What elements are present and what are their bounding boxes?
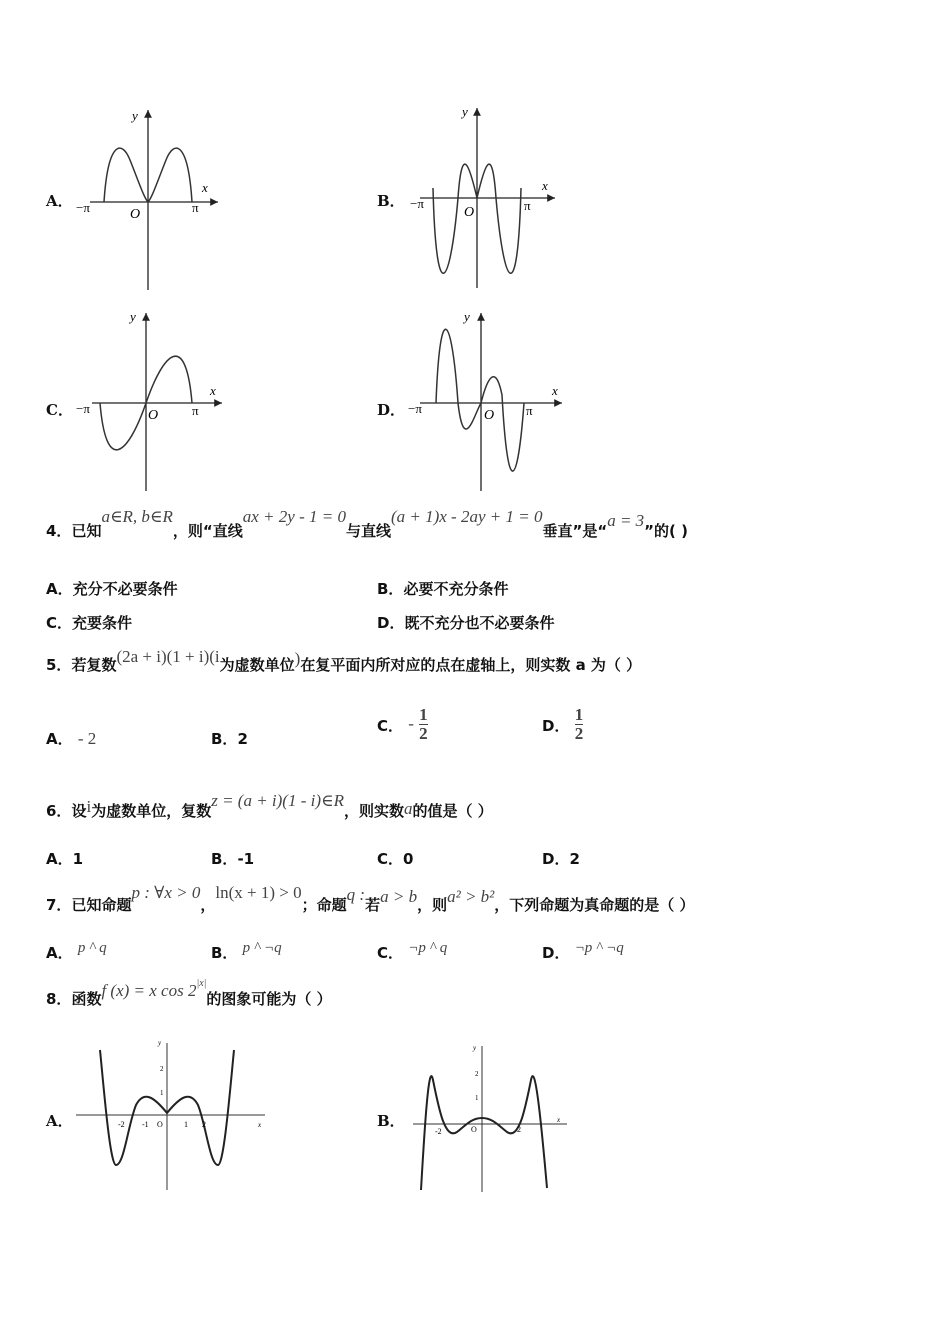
q5-text-1: 若复数 <box>71 656 117 674</box>
q5-math-2: ) <box>294 649 301 668</box>
q8-number: 8． <box>46 990 72 1008</box>
q8-text-1: 函数 <box>71 990 102 1008</box>
q3c-origin: O <box>148 408 159 423</box>
q3-option-b-label: B． <box>377 192 405 210</box>
q4-option-a: A．充分不必要条件 <box>46 580 178 598</box>
q8b-x-label: x <box>557 1116 561 1124</box>
q5-text-2: 为虚数单位 <box>219 656 295 674</box>
q4-text-1: 已知 <box>71 522 102 540</box>
q7-text-4: 若 <box>365 896 381 914</box>
q8a-tick-origin: O <box>157 1120 163 1129</box>
q3a-origin: O <box>130 207 141 222</box>
q3-option-a-graph <box>70 100 230 295</box>
q8b-tick-neg2: -2 <box>435 1127 442 1136</box>
q7-option-c: C． ¬p ^ q <box>377 940 448 962</box>
q8-stem <box>46 978 332 1009</box>
q3a-pi: π <box>192 200 199 215</box>
q6-text-3: ，则实数 <box>343 802 404 820</box>
q7-stem <box>46 883 695 915</box>
q6-text-1: 设 <box>71 802 87 820</box>
q4-text-4: 垂直”是“ <box>542 522 608 540</box>
q3a-y-label: y <box>132 108 138 123</box>
q3-option-d-graph <box>400 305 575 495</box>
q3d-origin: O <box>484 408 495 423</box>
q6-text-4: 的值是（ ） <box>412 802 493 820</box>
q8-option-b-label: B． <box>377 1112 405 1130</box>
q3a-x-label: x <box>202 180 208 195</box>
q4-stem <box>46 507 688 541</box>
q6-stem <box>46 791 493 821</box>
q7-option-a: A． p ^ q <box>46 940 107 962</box>
q5-math-1: (2a + i)(1 + i)(i <box>116 647 220 666</box>
q8a-x-label: x <box>258 1121 262 1129</box>
q8b-tick-2: 2 <box>517 1125 521 1134</box>
q8b-ytick-1: 1 <box>475 1094 479 1102</box>
q3a-neg-pi: −π <box>76 200 90 215</box>
q3c-neg-pi: −π <box>76 401 90 416</box>
q3b-y-label: y <box>462 104 468 119</box>
q5-option-a: A． - 2 <box>46 729 97 748</box>
q8a-tick-2: 2 <box>202 1120 206 1129</box>
q7-text-6: ，下列命题为真命题的是（ ） <box>494 896 695 914</box>
q7-math-5: a² > b² <box>447 887 495 906</box>
q7-text-1: 已知命题 <box>71 896 132 914</box>
q8a-ytick-1: 1 <box>160 1089 164 1097</box>
q4-text-5: ”的( ) <box>644 522 688 540</box>
q8a-tick-neg2: -2 <box>118 1120 125 1129</box>
q7-math-2: ln(x + 1) > 0 <box>215 883 302 902</box>
q7-option-d: D． ¬p ^ ¬q <box>542 940 624 962</box>
q6-number: 6． <box>46 802 72 820</box>
q4-math-2: ax + 2y - 1 = 0 <box>242 507 346 526</box>
q4-text-3: 与直线 <box>345 522 391 540</box>
q6-math-3: a <box>404 799 413 818</box>
q3b-x-label: x <box>542 178 548 193</box>
q4-text-2: ，则“直线 <box>172 522 243 540</box>
q5-option-c: C． - $\frac{1}{2}$ <box>377 705 428 743</box>
q8a-tick-neg1: -1 <box>142 1120 149 1129</box>
q4-option-c: C．充要条件 <box>46 614 133 632</box>
q4-math-3: (a + 1)x - 2ay + 1 = 0 <box>390 507 543 526</box>
q5-option-d: D． $\frac{1}{2}$ <box>542 705 584 743</box>
q4-option-d: D．既不充分也不必要条件 <box>377 614 555 632</box>
q6-math-2: z = (a + i)(1 - i)∈R <box>211 791 344 810</box>
q7-math-3: q : <box>346 885 366 904</box>
q8a-tick-1: 1 <box>184 1120 188 1129</box>
q4-number: 4． <box>46 522 72 540</box>
q6-math-1: i <box>86 797 92 816</box>
q4-math-4: a = 3 <box>607 511 645 530</box>
q6-option-d: D．2 <box>542 850 580 868</box>
q7-option-b: B． p ^ ¬q <box>211 940 282 962</box>
q3-option-a-label: A． <box>46 192 73 210</box>
q3d-pi: π <box>526 403 533 418</box>
q7-text-5: ，则 <box>417 896 448 914</box>
q8b-tick-origin: O <box>471 1125 477 1134</box>
q3d-neg-pi: −π <box>408 401 422 416</box>
q3-option-d-label: D． <box>377 401 406 419</box>
q3b-pi: π <box>524 198 531 213</box>
q8a-y-label: y <box>158 1039 162 1047</box>
q7-number: 7． <box>46 896 72 914</box>
q7-text-3: ；命题 <box>301 896 347 914</box>
q8a-ytick-2: 2 <box>160 1065 164 1073</box>
q6-option-c: C．0 <box>377 850 414 868</box>
q5-text-3: 在复平面内所对应的点在虚轴上，则实数 a 为（ ） <box>300 656 642 674</box>
q3d-x-label: x <box>552 383 558 398</box>
q8-math-1: f (x) = x cos 2 <box>101 981 197 1000</box>
q8b-ytick-2: 2 <box>475 1070 479 1078</box>
q5-option-b: B．2 <box>211 730 248 748</box>
q3c-y-label: y <box>130 309 136 324</box>
q8-math-sup: |x| <box>196 978 207 989</box>
q6-option-a: A．1 <box>46 850 84 868</box>
q4-math-1: a∈R, b∈R <box>101 507 173 526</box>
q8b-y-label: y <box>473 1044 477 1052</box>
q3c-x-label: x <box>210 383 216 398</box>
q3b-neg-pi: −π <box>410 196 424 211</box>
q7-math-1: p : ∀x > 0 <box>131 883 201 902</box>
q8-text-2: 的图象可能为（ ） <box>206 990 332 1008</box>
q8-option-a-label: A． <box>46 1112 73 1130</box>
q3b-origin: O <box>464 205 475 220</box>
q5-number: 5． <box>46 656 72 674</box>
q3-option-c-graph <box>70 305 235 495</box>
q7-math-4: a > b <box>380 887 418 906</box>
q8-option-b-graph <box>405 1040 575 1195</box>
q8-option-a-graph <box>70 1035 270 1195</box>
q3d-y-label: y <box>464 309 470 324</box>
q5-stem <box>46 647 642 675</box>
q7-text-2: ， <box>200 896 216 914</box>
q4-option-b: B．必要不充分条件 <box>377 580 509 598</box>
q3c-pi: π <box>192 403 199 418</box>
q3-option-c-label: C． <box>46 401 73 419</box>
q6-text-2: 为虚数单位，复数 <box>91 802 212 820</box>
q6-option-b: B．-1 <box>211 850 255 868</box>
q3-option-b-graph <box>400 100 570 295</box>
